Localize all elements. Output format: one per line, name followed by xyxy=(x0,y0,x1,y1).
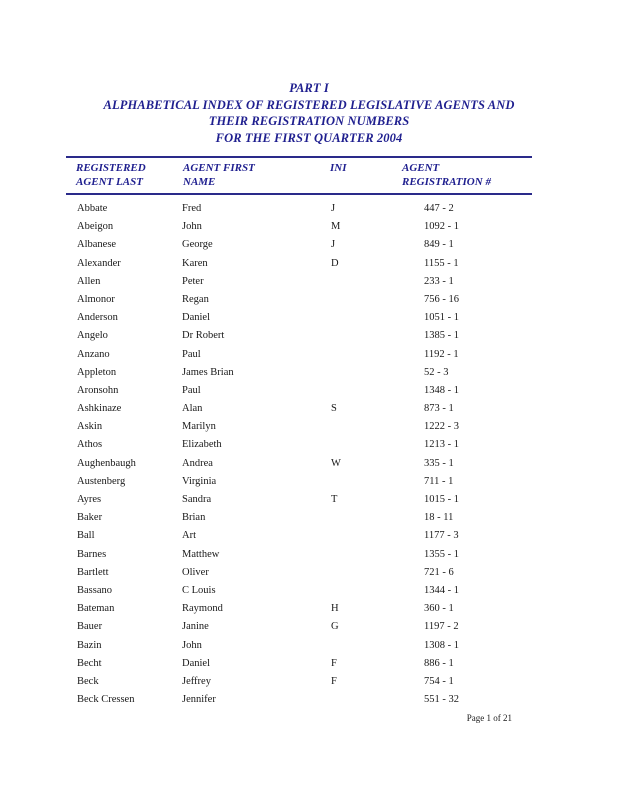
table-row xyxy=(0,473,618,491)
agent-first-name: Daniel xyxy=(182,312,210,324)
agent-initial: S xyxy=(331,403,337,415)
agent-first-name: Sandra xyxy=(182,494,212,505)
agent-registration-number: 849 - 1 xyxy=(424,239,454,251)
title-line-3: FOR THE FIRST QUARTER 2004 xyxy=(215,130,403,145)
agent-last-name: Athos xyxy=(77,439,103,451)
agent-first-name: C Louis xyxy=(182,584,216,596)
agent-first-name: Raymond xyxy=(182,603,223,615)
title-line-2: THEIR REGISTRATION NUMBERS xyxy=(208,114,410,128)
title-part: PART I xyxy=(289,81,329,95)
table-row xyxy=(0,382,618,400)
agent-initial: F xyxy=(331,657,337,669)
agent-initial: T xyxy=(331,494,338,505)
agent-first-name: Janine xyxy=(182,621,209,633)
agent-initial: W xyxy=(331,457,341,469)
page-number: Page 1 of 21 xyxy=(466,713,512,723)
table-row xyxy=(0,291,618,309)
header-bottom-rule xyxy=(66,193,532,195)
agent-registration-number: 1051 - 1 xyxy=(424,312,459,324)
agent-last-name: Askin xyxy=(77,421,103,433)
agent-registration-number: 52 - 3 xyxy=(424,366,449,378)
agent-last-name: Barnes xyxy=(77,548,107,560)
table-row xyxy=(0,455,618,473)
column-header-initial: INI xyxy=(330,162,347,174)
agent-registration-number: 1192 - 1 xyxy=(424,348,459,360)
agent-last-name: Albanese xyxy=(77,239,117,251)
table-row xyxy=(0,582,618,600)
agent-first-name: Fred xyxy=(182,203,202,214)
agent-registration-number: 1308 - 1 xyxy=(424,639,459,651)
table-row xyxy=(0,546,618,564)
agent-last-name: Anderson xyxy=(77,312,118,324)
agent-first-name: Virginia xyxy=(182,475,217,487)
table-row xyxy=(0,218,618,236)
agent-initial: J xyxy=(331,203,336,214)
agent-initial: F xyxy=(331,675,337,687)
agent-registration-number: 1197 - 2 xyxy=(424,621,459,633)
agent-registration-number: 1155 - 1 xyxy=(424,257,459,269)
agent-initial: G xyxy=(331,621,339,633)
table-row xyxy=(0,200,618,218)
table-row xyxy=(0,491,618,509)
agent-last-name: Becht xyxy=(77,657,102,669)
table-row xyxy=(0,327,618,345)
agent-registration-number: 886 - 1 xyxy=(424,657,454,669)
agent-last-name: Beck xyxy=(77,675,99,687)
agent-first-name: Andrea xyxy=(182,457,213,469)
agent-first-name: Oliver xyxy=(182,566,209,578)
agent-registration-number: 1177 - 3 xyxy=(424,530,459,542)
agent-registration-number: 1092 - 1 xyxy=(424,221,459,233)
table-row xyxy=(0,309,618,327)
agent-registration-number: 1213 - 1 xyxy=(424,439,459,451)
agent-last-name: Abeigon xyxy=(77,221,114,233)
column-header-registration: AGENT REGISTRATION # xyxy=(402,162,491,188)
agent-last-name: Austenberg xyxy=(77,475,126,487)
table-row xyxy=(0,509,618,527)
agent-registration-number: 1222 - 3 xyxy=(424,421,459,433)
table-row xyxy=(0,527,618,545)
agent-first-name: Dr Robert xyxy=(182,330,225,342)
agent-first-name: James Brian xyxy=(182,366,234,378)
agent-last-name: Allen xyxy=(77,275,101,287)
agent-first-name: Karen xyxy=(182,257,208,269)
table-row xyxy=(0,655,618,673)
agent-last-name: Abbate xyxy=(77,203,108,214)
table-row xyxy=(0,564,618,582)
table-row xyxy=(0,436,618,454)
agent-last-name: Alexander xyxy=(77,257,121,269)
agent-last-name: Bauer xyxy=(77,621,103,633)
table-row xyxy=(0,691,618,709)
table-row xyxy=(0,346,618,364)
agent-registration-number: 1355 - 1 xyxy=(424,548,459,560)
agent-registration-number: 873 - 1 xyxy=(424,403,454,415)
agent-registration-number: 754 - 1 xyxy=(424,675,454,687)
table-row xyxy=(0,600,618,618)
agent-registration-number: 1015 - 1 xyxy=(424,494,459,505)
agent-first-name: Brian xyxy=(182,512,206,524)
table-row xyxy=(0,400,618,418)
agent-first-name: Paul xyxy=(182,384,201,396)
agent-first-name: Alan xyxy=(182,403,203,415)
agent-last-name: Almonor xyxy=(77,293,115,305)
agent-initial: M xyxy=(331,221,341,233)
table-row xyxy=(0,273,618,291)
agent-registration-number: 1344 - 1 xyxy=(424,584,459,596)
agent-first-name: Elizabeth xyxy=(182,439,222,451)
agent-first-name: Art xyxy=(182,530,196,542)
agent-registration-number: 360 - 1 xyxy=(424,603,454,615)
document-title xyxy=(0,80,618,146)
agent-last-name: Bartlett xyxy=(77,566,109,578)
title-line-1: ALPHABETICAL INDEX OF REGISTERED LEGISLATIVE AGENTS AND xyxy=(103,97,515,112)
agent-last-name: Anzano xyxy=(77,348,110,360)
agent-first-name: John xyxy=(182,639,202,651)
header-top-rule xyxy=(66,156,532,158)
agent-first-name: Marilyn xyxy=(182,421,216,433)
agent-first-name: Matthew xyxy=(182,548,220,560)
table-row xyxy=(0,618,618,636)
agent-first-name: Paul xyxy=(182,348,201,360)
agent-first-name: George xyxy=(182,239,213,251)
agent-first-name: Jennifer xyxy=(182,694,216,706)
table-row xyxy=(0,364,618,382)
agent-last-name: Appleton xyxy=(77,366,117,378)
agent-initial: J xyxy=(331,239,336,251)
table-row xyxy=(0,673,618,691)
column-header-agent-first: AGENT FIRST NAME xyxy=(183,162,255,188)
agent-registration-number: 711 - 1 xyxy=(424,475,454,487)
agent-last-name: Beck Cressen xyxy=(77,694,135,706)
agent-initial: D xyxy=(331,257,339,269)
table-row xyxy=(0,236,618,254)
agent-last-name: Ayres xyxy=(77,494,102,505)
agent-registration-number: 447 - 2 xyxy=(424,203,454,214)
agent-last-name: Bateman xyxy=(77,603,115,615)
agent-registration-number: 551 - 32 xyxy=(424,694,459,706)
table-row xyxy=(0,637,618,655)
agent-registration-number: 233 - 1 xyxy=(424,275,454,287)
agent-registration-number: 1348 - 1 xyxy=(424,384,459,396)
agent-last-name: Bassano xyxy=(77,584,112,596)
agent-table-body xyxy=(0,200,618,709)
agent-first-name: Regan xyxy=(182,293,209,305)
agent-registration-number: 18 - 11 xyxy=(424,512,454,524)
agent-first-name: John xyxy=(182,221,202,233)
agent-initial: H xyxy=(331,603,339,615)
agent-last-name: Baker xyxy=(77,512,103,524)
agent-last-name: Angelo xyxy=(77,330,108,342)
agent-registration-number: 756 - 16 xyxy=(424,293,459,305)
agent-first-name: Daniel xyxy=(182,657,210,669)
agent-registration-number: 1385 - 1 xyxy=(424,330,459,342)
table-row xyxy=(0,255,618,273)
agent-last-name: Aughenbaugh xyxy=(77,457,136,469)
agent-registration-number: 335 - 1 xyxy=(424,457,454,469)
agent-last-name: Ashkinaze xyxy=(77,403,122,415)
agent-first-name: Peter xyxy=(182,275,204,287)
column-header-agent-last: REGISTERED AGENT LAST xyxy=(76,162,146,188)
agent-last-name: Ball xyxy=(77,530,95,542)
agent-registration-number: 721 - 6 xyxy=(424,566,454,578)
agent-last-name: Bazin xyxy=(77,639,102,651)
agent-last-name: Aronsohn xyxy=(77,384,119,396)
agent-first-name: Jeffrey xyxy=(182,675,211,687)
table-row xyxy=(0,418,618,436)
